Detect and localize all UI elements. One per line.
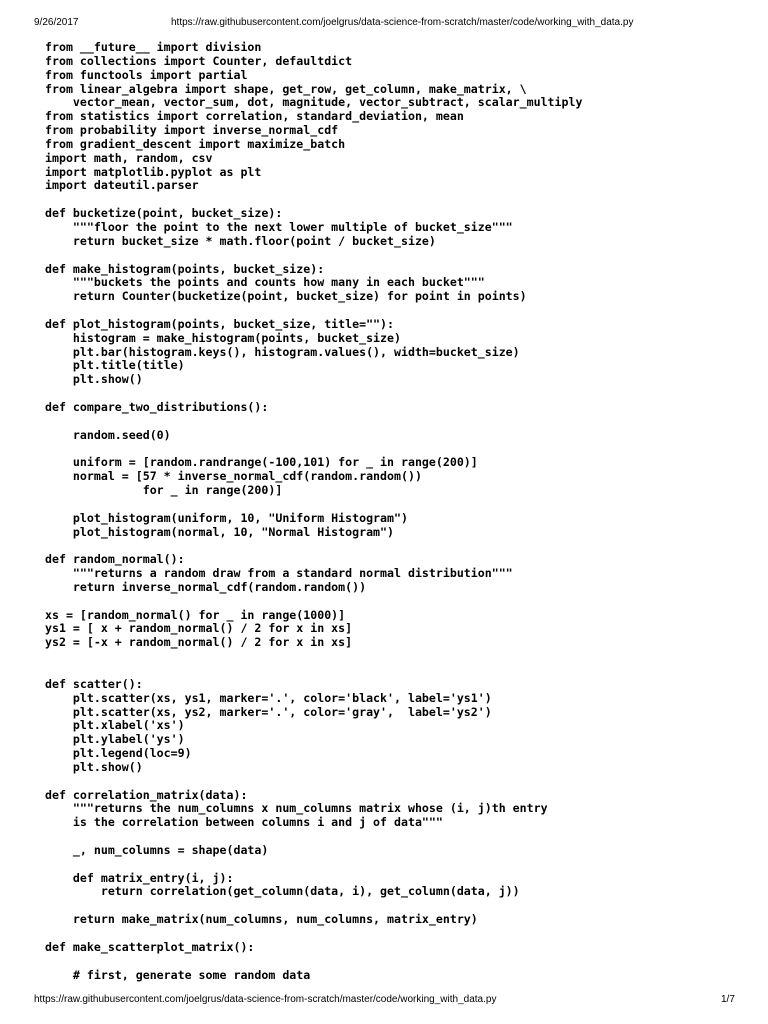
code-line <box>45 927 745 941</box>
code-line: uniform = [random.randrange(-100,101) for _ in range(200)] <box>45 455 478 470</box>
code-line <box>45 415 745 429</box>
code-line <box>45 193 745 207</box>
code-line: return make_matrix(num_columns, num_columns, matrix_entry) <box>45 912 478 927</box>
code-line: def make_scatterplot_matrix(): <box>45 939 255 954</box>
code-line: from gradient_descent import maximize_batch <box>45 136 346 151</box>
code-line: xs = [random_normal() for _ in range(1000)] <box>45 607 346 622</box>
code-line <box>45 498 745 512</box>
code-line <box>45 775 745 789</box>
code-line: import dateutil.parser <box>45 178 199 193</box>
code-line <box>45 387 745 401</box>
code-line <box>45 650 745 664</box>
code-line: """buckets the points and counts how many in each bucket""" <box>45 275 485 290</box>
code-line <box>45 899 745 913</box>
code-line: plt.bar(histogram.keys(), histogram.values(), width=bucket_size) <box>45 344 520 359</box>
code-line: plt.show() <box>45 759 143 774</box>
print-date: 9/26/2017 <box>34 17 79 28</box>
code-line: plot_histogram(uniform, 10, "Uniform Histogram") <box>45 510 408 525</box>
code-line: plt.ylabel('ys') <box>45 732 185 747</box>
code-line <box>45 955 745 969</box>
code-line: vector_mean, vector_sum, dot, magnitude, vector_subtract, scalar_multiply <box>45 95 583 110</box>
code-listing <box>45 41 745 982</box>
code-line: plt.title(title) <box>45 358 185 373</box>
code-line: def scatter(): <box>45 676 143 691</box>
code-line: return correlation(get_column(data, i), get_column(data, j)) <box>45 884 520 899</box>
code-line <box>45 249 745 263</box>
code-line: from collections import Counter, defaultdict <box>45 53 353 68</box>
header-url: https://raw.githubusercontent.com/joelgrus/data-science-from-scratch/master/code/working_with_data.py <box>171 17 634 28</box>
code-line: plt.scatter(xs, ys2, marker='.', color='gray', label='ys2') <box>45 704 492 719</box>
code-line: plt.legend(loc=9) <box>45 746 192 761</box>
code-line: random.seed(0) <box>45 427 171 442</box>
code-line: # first, generate some random data <box>45 967 311 982</box>
code-line <box>45 442 745 456</box>
code-line: is the correlation between columns i and j of data""" <box>45 815 443 830</box>
code-line: def plot_histogram(points, bucket_size, title=""): <box>45 316 395 331</box>
code-line: import matplotlib.pyplot as plt <box>45 164 262 179</box>
code-line: def correlation_matrix(data): <box>45 787 248 802</box>
code-line: plt.scatter(xs, ys1, marker='.', color='black', label='ys1') <box>45 690 492 705</box>
code-line: def make_histogram(points, bucket_size): <box>45 261 325 276</box>
code-line: ys2 = [-x + random_normal() / 2 for x in xs] <box>45 635 353 650</box>
code-line: for _ in range(200)] <box>45 483 283 497</box>
code-line: """floor the point to the next lower multiple of bucket_size""" <box>45 219 513 234</box>
code-line: return bucket_size * math.floor(point / bucket_size) <box>45 233 436 248</box>
code-line <box>45 539 745 553</box>
code-line: normal = [57 * inverse_normal_cdf(random.random()) <box>45 469 422 484</box>
code-line: return Counter(bucketize(point, bucket_size) for point in points) <box>45 289 527 304</box>
code-line: def bucketize(point, bucket_size): <box>45 206 283 221</box>
code-line <box>45 304 745 318</box>
code-line: def random_normal(): <box>45 552 185 567</box>
code-line: """returns a random draw from a standard normal distribution""" <box>45 566 513 581</box>
code-line: plt.show() <box>45 372 143 387</box>
code-line: ys1 = [ x + random_normal() / 2 for x in xs] <box>45 621 353 636</box>
code-line <box>45 830 745 844</box>
code-line <box>45 664 745 678</box>
code-line: plt.xlabel('xs') <box>45 718 185 733</box>
code-line: def compare_two_distributions(): <box>45 399 269 414</box>
page-number: 1/7 <box>721 994 735 1005</box>
code-line <box>45 858 745 872</box>
code-line: def matrix_entry(i, j): <box>45 870 234 885</box>
code-line: from __future__ import division <box>45 40 262 54</box>
code-line: from statistics import correlation, standard_deviation, mean <box>45 109 464 124</box>
code-line: return inverse_normal_cdf(random.random()) <box>45 579 367 594</box>
footer-url: https://raw.githubusercontent.com/joelgrus/data-science-from-scratch/master/code/working_with_data.py <box>34 994 497 1005</box>
code-line: from functools import partial <box>45 67 248 82</box>
code-line <box>45 595 745 609</box>
code-line: """returns the num_columns x num_columns matrix whose (i, j)th entry <box>45 801 548 816</box>
code-line: from linear_algebra import shape, get_row, get_column, make_matrix, \ <box>45 81 527 96</box>
code-line: histogram = make_histogram(points, bucket_size) <box>45 330 401 345</box>
code-line: _, num_columns = shape(data) <box>45 842 269 857</box>
code-line: import math, random, csv <box>45 150 213 165</box>
code-line: from probability import inverse_normal_cdf <box>45 123 339 138</box>
code-line: plot_histogram(normal, 10, "Normal Histogram") <box>45 524 395 539</box>
